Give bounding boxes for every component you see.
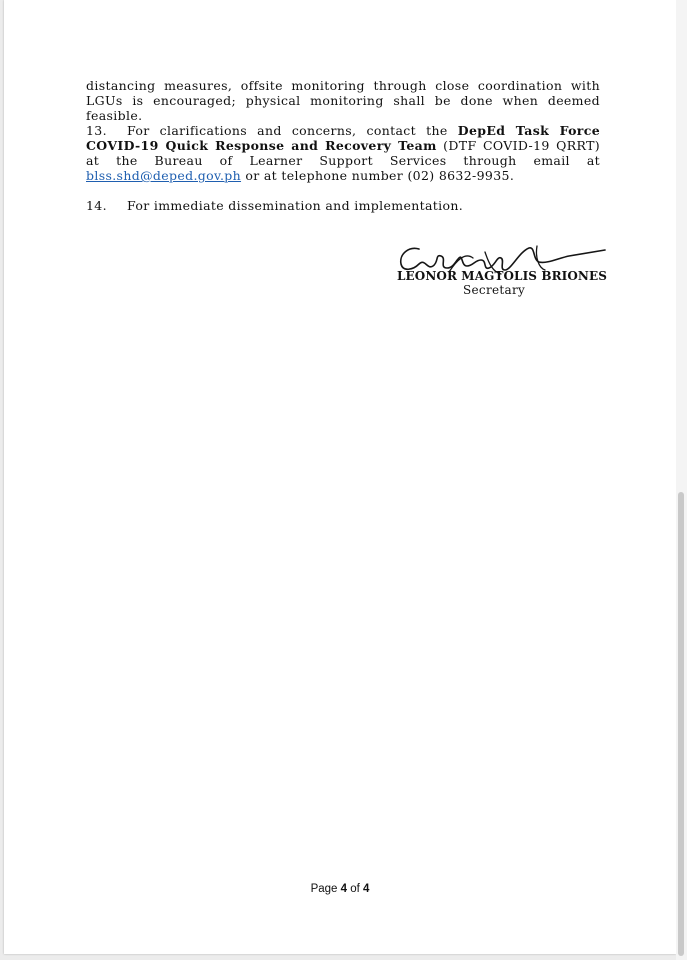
email-link[interactable]: blss.shd@deped.gov.ph [86,168,242,183]
paragraph-12-text: distancing measures, offsite monitoring through close coordination with LGUs is encouraged; physical monitoring shall be done when deemed feasible. [86,78,600,123]
page-label: Page [310,883,338,895]
task-force-name: DepEd Task Force COVID-19 Quick Response and Recovery Team [86,123,601,153]
scrollbar-thumb[interactable] [678,492,684,956]
paragraph-13-text-before: For clarifications and concerns, contact the [127,123,458,138]
paragraph-14-text: For immediate dissemination and implementation. [127,198,464,213]
paragraph-13-text-after: or at telephone number (02) 8632-9935. [241,168,515,183]
paragraph-14 [86,198,600,213]
paragraph-13-text-middle: (DTF COVID-19 QRRT) at the Bureau of Learner Support Services through email at [86,138,600,168]
of-label: of [350,883,360,895]
signatory-title: Secretary [463,283,526,297]
signatory-name: LEONOR MAGTOLIS BRIONES [397,269,607,283]
page-number-footer [4,883,676,895]
signature-block [389,240,619,302]
vertical-scrollbar[interactable] [676,0,687,960]
total-pages: 4 [363,883,370,895]
current-page: 4 [340,883,348,895]
paragraph-12-continuation [86,78,600,123]
document-page [4,0,676,954]
paragraph-13-number: 13. [86,123,107,138]
paragraph-13 [86,123,600,183]
paragraph-14-number: 14. [86,198,107,213]
